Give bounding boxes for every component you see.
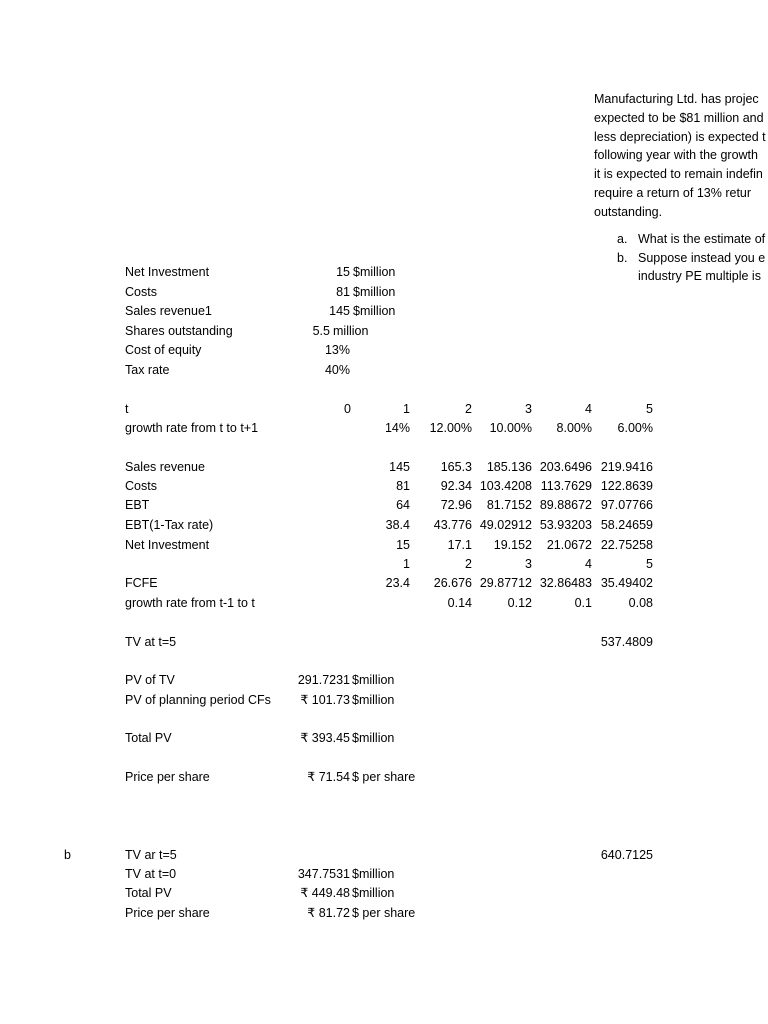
table-cell: 38.4: [385, 518, 410, 532]
table-cell: 3: [525, 557, 532, 571]
problem-line: outstanding.: [594, 204, 663, 219]
input-label: Net Investment: [125, 265, 210, 279]
table-cell: 1: [403, 557, 410, 571]
table-cell: 2: [465, 557, 472, 571]
input-unit: $million: [353, 304, 396, 318]
table-row-label: EBT(1-Tax rate): [125, 518, 214, 532]
table-cell: 12.00%: [429, 421, 472, 435]
table-cell: 3: [525, 402, 532, 416]
part-b-value: ₹ 81.72: [307, 906, 350, 920]
input-value: 13%: [324, 343, 350, 357]
table-cell: 5: [646, 557, 653, 571]
problem-line: Manufacturing Ltd. has projec: [594, 92, 759, 106]
input-value: 145: [329, 304, 350, 318]
problem-line: expected to be $81 million and: [594, 110, 764, 125]
table-cell: 53.93203: [539, 518, 592, 532]
table-cell: 145: [389, 460, 410, 474]
table-cell: 0.1: [574, 596, 592, 610]
table-cell: 89.88672: [539, 498, 592, 512]
part-b-value: ₹ 449.48: [300, 886, 350, 900]
table-cell: 72.96: [440, 498, 472, 512]
part-b-unit: $ per share: [352, 906, 416, 920]
part-b-label: Price per share: [125, 906, 210, 920]
question-b: [617, 250, 765, 267]
problem-statement: [594, 90, 768, 222]
part-b-unit: $million: [352, 886, 395, 900]
table-cell: 81: [396, 479, 410, 493]
table-cell: 58.24659: [600, 518, 653, 532]
summary-label: Total PV: [125, 731, 172, 745]
part-b-marker: b: [64, 848, 71, 862]
input-unit: $million: [353, 285, 396, 299]
question-a: [617, 231, 765, 248]
summary-value: ₹ 101.73: [300, 693, 350, 707]
table-cell: 0.14: [447, 596, 472, 610]
input-value: 15: [336, 265, 350, 279]
question-marker: b.: [617, 251, 628, 265]
part-b-label: TV at t=0: [125, 867, 177, 881]
table-cell: 4: [585, 402, 592, 416]
table-cell: 23.4: [385, 576, 410, 590]
input-label: Sales revenue1: [125, 304, 212, 318]
table-row-label: Net Investment: [125, 538, 210, 552]
summary-value: ₹ 71.54: [307, 770, 350, 784]
table-cell: 6.00%: [617, 421, 653, 435]
table-cell: 32.86483: [539, 576, 592, 590]
summary-value: 291.7231: [297, 673, 350, 687]
table-cell: 0: [344, 402, 351, 416]
table-cell: 0.08: [628, 596, 653, 610]
table-cell: 17.1: [447, 538, 472, 552]
table-cell: 35.49402: [600, 576, 653, 590]
summary-unit: $million: [352, 731, 395, 745]
part-b-tv-value: 640.7125: [600, 848, 653, 862]
table-cell: 26.676: [433, 576, 472, 590]
input-label: Tax rate: [125, 363, 170, 377]
summary-unit: $million: [352, 693, 395, 707]
summary-label: Price per share: [125, 770, 210, 784]
table-row-label: EBT: [125, 498, 150, 512]
table-cell: 49.02912: [479, 518, 532, 532]
input-label: Costs: [125, 285, 157, 299]
problem-line: it is expected to remain indefin: [594, 167, 763, 182]
table-cell: 5: [646, 402, 653, 416]
table-cell: 203.6496: [539, 460, 592, 474]
table-cell: 103.4208: [479, 479, 532, 493]
table-row-label: growth rate from t to t+1: [125, 421, 259, 435]
summary-label: PV of planning period CFs: [125, 693, 271, 707]
part-b-tv-label: TV ar t=5: [125, 848, 177, 862]
table-cell: 19.152: [493, 538, 532, 552]
table-cell: 21.0672: [546, 538, 592, 552]
table-cell: 0.12: [507, 596, 532, 610]
input-label: Cost of equity: [125, 343, 202, 357]
question-b-cont: [617, 268, 761, 285]
question-text: What is the estimate of: [638, 232, 766, 246]
input-label: Shares outstanding: [125, 324, 233, 338]
table-cell: 64: [396, 498, 410, 512]
table-cell: 8.00%: [556, 421, 592, 435]
problem-line: require a return of 13% retur: [594, 185, 752, 200]
input-value: 40%: [324, 363, 350, 377]
table-cell: 113.7629: [540, 479, 592, 493]
table-cell: 10.00%: [489, 421, 532, 435]
table-row-label: Sales revenue: [125, 460, 205, 474]
problem-line: less depreciation) is expected t: [594, 129, 766, 144]
part-b-unit: $million: [352, 867, 395, 881]
table-row-label: Costs: [125, 479, 157, 493]
table-cell: 22.75258: [600, 538, 653, 552]
summary-value: ₹ 393.45: [300, 731, 350, 745]
table-row-label: FCFE: [125, 576, 158, 590]
table-cell: 15: [396, 538, 410, 552]
table-cell: 14%: [384, 421, 410, 435]
input-value: 5.5: [312, 324, 330, 338]
summary-unit: $ per share: [352, 770, 416, 784]
part-b-label: Total PV: [125, 886, 172, 900]
table-cell: 165.3: [440, 460, 472, 474]
table-row-label: t: [125, 402, 129, 416]
table-cell: 29.87712: [479, 576, 532, 590]
problem-line: following year with the growth: [594, 148, 758, 163]
table-cell: 97.07766: [600, 498, 653, 512]
table-cell: 43.776: [433, 518, 472, 532]
tv-label: TV at t=5: [125, 635, 177, 649]
question-text: industry PE multiple is: [638, 269, 761, 283]
table-cell: 185.136: [486, 460, 532, 474]
table-cell: 4: [585, 557, 592, 571]
table-row-label: growth rate from t-1 to t: [125, 596, 255, 610]
input-unit: million: [333, 324, 369, 338]
input-unit: $million: [353, 265, 396, 279]
summary-unit: $million: [352, 673, 395, 687]
table-cell: 122.8639: [600, 479, 653, 493]
table-cell: 92.34: [440, 479, 472, 493]
summary-label: PV of TV: [125, 673, 175, 687]
question-marker: a.: [617, 232, 628, 246]
part-b-value: 347.7531: [297, 867, 350, 881]
table-cell: 219.9416: [600, 460, 653, 474]
table-cell: 81.7152: [486, 498, 532, 512]
question-text: Suppose instead you e: [638, 251, 766, 265]
input-value: 81: [336, 285, 350, 299]
tv-value: 537.4809: [600, 635, 653, 649]
table-cell: 1: [403, 402, 410, 416]
table-cell: 2: [465, 402, 472, 416]
